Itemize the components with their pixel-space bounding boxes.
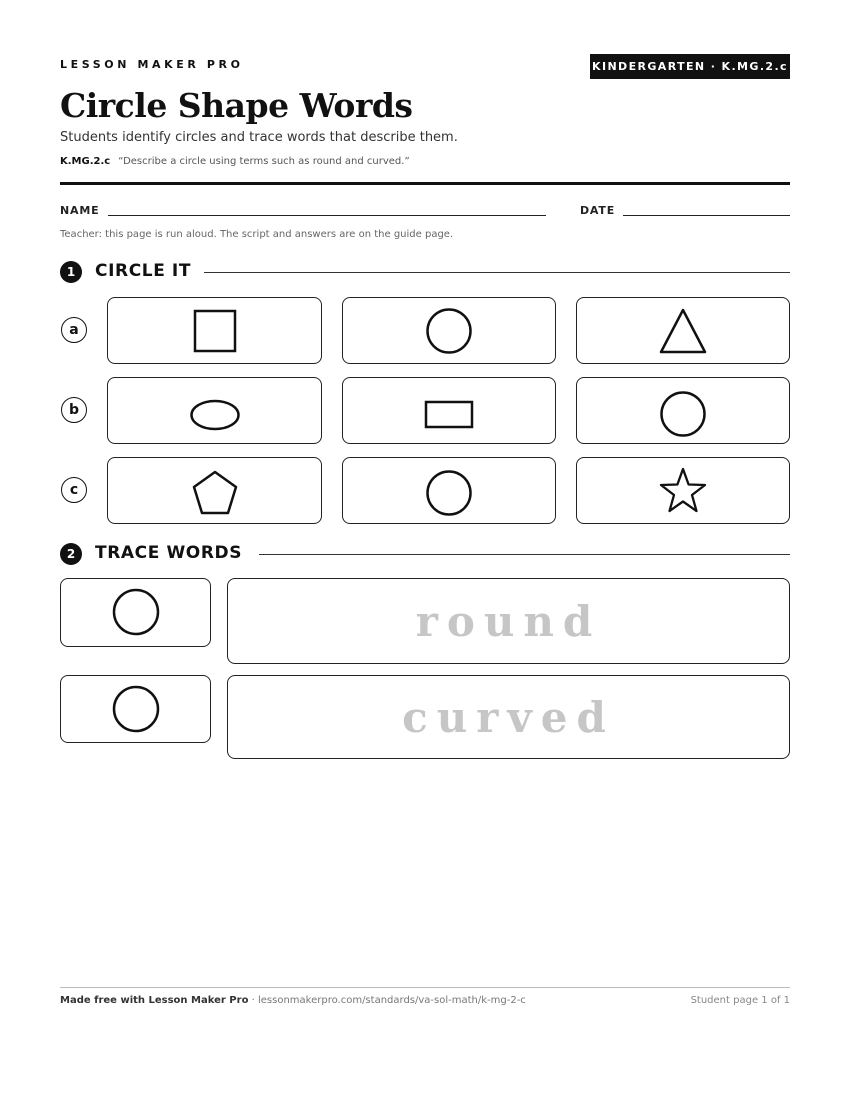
section-2-number: 2 <box>60 543 82 565</box>
page-subtitle: Students identify circles and trace words that describe them. <box>60 130 458 145</box>
name-label: NAME <box>60 204 100 217</box>
row-letter-c: c <box>61 477 87 503</box>
circle-icon <box>106 583 166 643</box>
shape-choice-c2[interactable] <box>342 457 556 524</box>
square-icon <box>185 301 245 361</box>
trace-word-box-1[interactable] <box>227 578 790 664</box>
page-title: Circle Shape Words <box>60 86 413 125</box>
date-field[interactable] <box>623 215 790 216</box>
footer-divider <box>60 987 790 988</box>
oval-icon <box>185 381 245 441</box>
triangle-icon <box>653 301 713 361</box>
section-1-title: CIRCLE IT <box>95 261 192 281</box>
trace-picture-1 <box>60 578 211 647</box>
trace-word-box-2[interactable] <box>227 675 790 759</box>
rectangle-icon <box>419 381 479 441</box>
section-1-number: 1 <box>60 261 82 283</box>
row-letter-a: a <box>61 317 87 343</box>
grade-standard-badge: KINDERGARTEN · K.MG.2.c <box>590 54 790 79</box>
header-divider <box>60 182 790 185</box>
trace-word-round: round <box>415 596 602 646</box>
date-label: DATE <box>580 204 616 217</box>
shape-choice-c1[interactable] <box>107 457 322 524</box>
trace-word-curved: curved <box>402 692 615 742</box>
shape-choice-c3[interactable] <box>576 457 790 524</box>
shape-choice-b3[interactable] <box>576 377 790 444</box>
page-number: Student page 1 of 1 <box>690 995 790 1006</box>
shape-choice-b1[interactable] <box>107 377 322 444</box>
standard-text: “Describe a circle using terms such as round and curved.” <box>118 156 410 167</box>
footer-url[interactable]: · lessonmakerpro.com/standards/va-sol-math/k-mg-2-c <box>248 995 526 1006</box>
section-1-rule <box>204 272 790 273</box>
row-letter-b: b <box>61 397 87 423</box>
standard-line <box>60 156 410 167</box>
shape-choice-b2[interactable] <box>342 377 556 444</box>
shape-choice-a2[interactable] <box>342 297 556 364</box>
section-2-rule <box>259 554 790 555</box>
name-field[interactable] <box>108 215 546 216</box>
circle-icon <box>106 679 166 739</box>
pentagon-icon <box>185 461 245 521</box>
shape-choice-a3[interactable] <box>576 297 790 364</box>
star-icon <box>653 461 713 521</box>
circle-icon <box>419 461 479 521</box>
footer-credit <box>60 995 526 1006</box>
circle-icon <box>419 301 479 361</box>
circle-icon <box>653 381 713 441</box>
teacher-note: Teacher: this page is run aloud. The script and answers are on the guide page. <box>60 229 454 240</box>
trace-picture-2 <box>60 675 211 743</box>
section-2-title: TRACE WORDS <box>95 543 243 563</box>
shape-choice-a1[interactable] <box>107 297 322 364</box>
brand-name: LESSON MAKER PRO <box>60 58 244 71</box>
standard-code: K.MG.2.c <box>60 156 111 167</box>
footer-made-with: Made free with Lesson Maker Pro <box>60 995 249 1006</box>
